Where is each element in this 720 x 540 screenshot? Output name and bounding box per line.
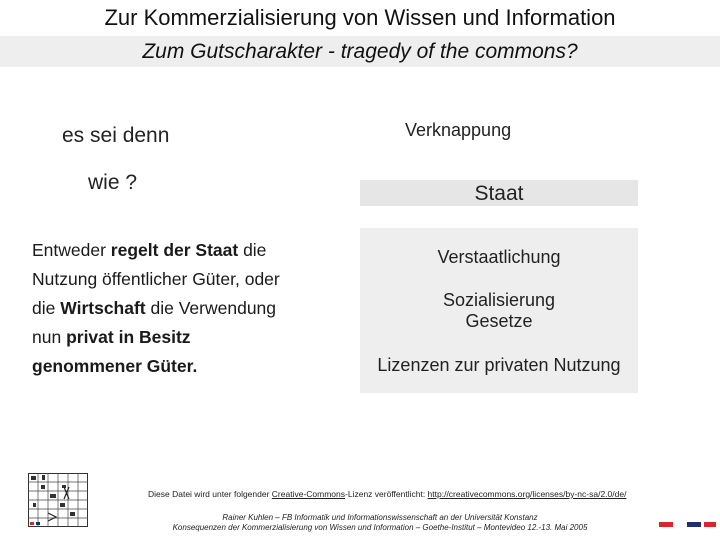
para-bold-regelt: regelt der Staat [110, 240, 239, 260]
university-logo-icon [28, 473, 88, 527]
event-line: Konsequenzen der Kommerzialisierung von Wissen und Information – Goethe-Institut – Montevideo 12.-13. Mai 2005 [172, 523, 588, 532]
license-text-a: Diese Datei wird unter folgender [148, 489, 272, 499]
license-line [148, 489, 626, 500]
item-gesetze: Gesetze [465, 311, 533, 331]
slide-subtitle: Zum Gutscharakter - tragedy of the commons? [142, 40, 578, 63]
navy-mark [687, 522, 701, 527]
author-line: Rainer Kuhlen – FB Informatik und Informationswissenschaft an der Universität Konstanz [222, 513, 538, 522]
para-text-1: Entweder [32, 240, 111, 260]
license-url-link[interactable]: http://creativecommons.org/licenses/by-nc-sa/2.0/de/ [427, 489, 627, 499]
es-sei-denn-label: es sei denn [62, 124, 170, 147]
slide-title: Zur Kommerzialisierung von Wissen und Information [104, 5, 616, 30]
verknappung-label: Verknappung [405, 120, 512, 140]
para-bold-wirtschaft: Wirtschaft [60, 298, 146, 318]
wie-question: wie ? [88, 171, 138, 194]
creative-commons-link[interactable]: Creative-Commons [271, 489, 346, 499]
footer-credits [120, 513, 640, 533]
para-bold-privat: privat in Besitz genommener Güter. [32, 327, 198, 376]
para-text-3: die Nutzung öffentlicher Güter, oder die [32, 240, 280, 318]
red-mark [659, 522, 673, 527]
item-sozialisierung: Sozialisierung [442, 290, 556, 310]
red-mark-2 [704, 522, 716, 527]
staat-heading: Staat [474, 182, 524, 205]
explanation-paragraph [32, 236, 292, 381]
item-verstaatlichung: Verstaatlichung [437, 247, 561, 267]
item-lizenzen: Lizenzen zur privaten Nutzung [377, 355, 621, 375]
para-text-5: die Verwendung nun [32, 298, 277, 347]
license-text-b: -Lizenz veröffentlicht: [345, 489, 428, 499]
